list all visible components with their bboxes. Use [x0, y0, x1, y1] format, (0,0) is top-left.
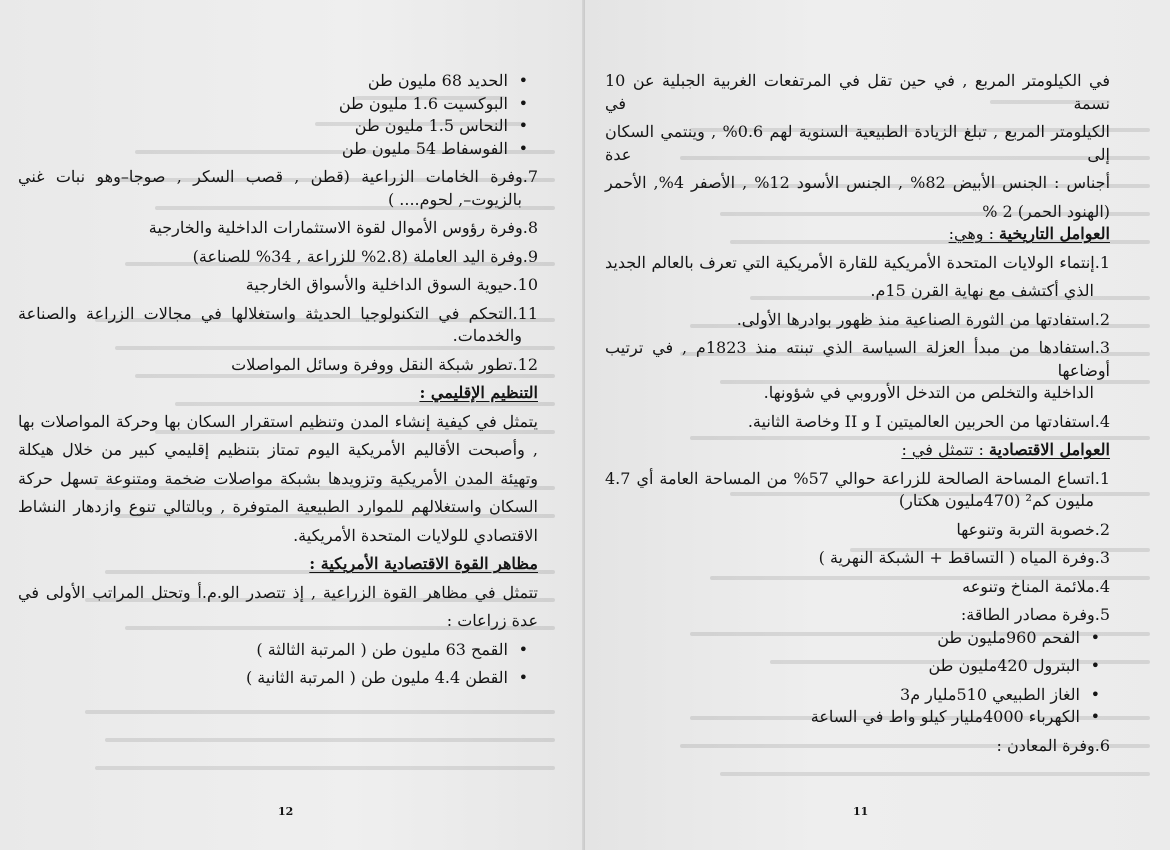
heading-regional-organization: التنظيم الإقليمي : — [419, 383, 538, 402]
right-page — [585, 0, 1170, 850]
numbered-item: 12.تطور شبكة النقل ووفرة وسائل المواصلات — [231, 354, 538, 374]
numbered-item: 4.ملائمة المناخ وتنوعه — [962, 576, 1110, 596]
paragraph-line: (الهنود الحمر) 2 % — [982, 201, 1110, 221]
numbered-item-continuation: والخدمات. — [452, 326, 522, 345]
numbered-item-continuation: الداخلية والتخلص من التدخل الأوروبي في شؤونها. — [763, 383, 1094, 402]
paragraph-line: , وأصبحت الأقاليم الأمريكية اليوم تمتاز بتنظيم إقليمي كبير من خلال هيكلة — [18, 440, 538, 459]
list-item: • الفوسفاط 54 مليون طن — [18, 138, 538, 161]
heading-text: العوامل التاريخية — [999, 224, 1110, 243]
list-item: • البوكسيت 1.6 مليون طن — [18, 93, 538, 116]
numbered-item-continuation: بالزيوت–, لحوم.... ) — [387, 189, 522, 209]
numbered-item: 1.اتساع المساحة الصالحة للزراعة حوالي 57% من المساحة العامة أي 4.7 — [605, 468, 1110, 488]
paragraph-line: وتهيئة المدن الأمريكية وتزويدها بشبكة مواصلات ضخمة ومتنوعة تسهل حركة — [18, 468, 538, 488]
list-item: • الحديد 68 مليون طن — [18, 70, 538, 93]
page-number: 11 — [853, 805, 869, 818]
list-item: • البترول 420مليون طن — [605, 655, 1110, 678]
left-text-column — [18, 70, 538, 690]
numbered-item: 11.التحكم في التكنولوجيا الحديثة واستغلالها في مجالات الزراعة والصناعة — [18, 303, 538, 323]
heading-economic-factors — [605, 439, 1110, 462]
paragraph-line: السكان واستغلالهم للموارد الطبيعية المتوفرة , وبالتالي تنوع وازدهار النشاط — [18, 497, 538, 516]
heading-text: العوامل الاقتصادية — [989, 440, 1110, 459]
list-item: • الفحم 960مليون طن — [605, 627, 1110, 650]
numbered-item-continuation: الذي أكتشف مع نهاية القرن 15م. — [870, 281, 1094, 300]
list-item: • النحاس 1.5 مليون طن — [18, 115, 538, 138]
numbered-item: 9.وفرة اليد العاملة (2.8% للزراعة , 34% للصناعة) — [192, 246, 538, 266]
list-item: • الغاز الطبيعي 510مليار م3 — [605, 684, 1110, 707]
numbered-item: 1.إنتماء الولايات المتحدة الأمريكية للقارة الأمريكية التي تعرف بالعالم الجديد — [605, 252, 1110, 272]
numbered-item: 2.استفادتها من الثورة الصناعية منذ ظهور بوادرها الأولى. — [736, 309, 1110, 329]
paragraph-line: عدة زراعات : — [446, 611, 538, 630]
numbered-item: 7.وفرة الخامات الزراعية (قطن , قصب السكر , صوجا–وهو نبات غني — [18, 167, 538, 186]
right-text-column — [605, 70, 1110, 757]
heading-suffix: : وهي: — [948, 224, 1000, 243]
numbered-item: 4.استفادتها من الحربين العالميتين I و II وخاصة الثانية. — [747, 411, 1110, 431]
paragraph-line: أجناس : الجنس الأبيض 82% , الجنس الأسود 12% , الأصفر 4%, الأحمر — [605, 173, 1111, 192]
numbered-item: 2.خصوبة التربة وتنوعها — [956, 519, 1110, 539]
numbered-item: 6.وفرة المعادن : — [996, 735, 1110, 755]
numbered-item: 5.وفرة مصادر الطاقة: — [960, 605, 1110, 624]
heading-economic-power: مظاهر القوة الاقتصادية الأمريكية : — [309, 554, 538, 573]
paragraph-line: الاقتصادي للولايات المتحدة الأمريكية. — [293, 525, 538, 545]
paragraph-line: تتمثل في مظاهر القوة الزراعية , إذ تتصدر الو.م.أ وتحتل المراتب الأولى في — [18, 582, 538, 602]
numbered-item-continuation: مليون كم² (470مليون هكتار) — [898, 491, 1094, 510]
paragraph-line: يتمثل في كيفية إنشاء المدن وتنظيم استقرار السكان بها وحركة المواصلات بها — [18, 411, 538, 431]
list-item: • الكهرباء 4000مليار كيلو واط في الساعة — [605, 706, 1110, 729]
heading-suffix: : تتمثل في : — [901, 440, 990, 459]
numbered-item: 3.وفرة المياه ( التساقط + الشبكة النهرية ) — [818, 548, 1110, 567]
paragraph-line: في الكيلومتر المربع , في حين تقل في المرتفعات الغربية الجبلية عن 10 نسمة في — [605, 71, 1110, 113]
numbered-item: 10.حيوية السوق الداخلية والأسواق الخارجية — [245, 275, 538, 294]
list-item: • القطن 4.4 مليون طن ( المرتبة الثانية ) — [18, 667, 538, 690]
list-item: • القمح 63 مليون طن ( المرتبة الثالثة ) — [18, 639, 538, 662]
numbered-item: 8.وفرة رؤوس الأموال لقوة الاستثمارات الداخلية والخارجية — [148, 218, 538, 237]
numbered-item: 3.استفادها من مبدأ العزلة السياسة الذي تبنته منذ 1823م , في ترتيب أوضاعها — [605, 338, 1110, 380]
heading-historical-factors — [605, 223, 1110, 246]
paragraph-line: الكيلومتر المربع , تبلغ الزيادة الطبيعية السنوية لهم 0.6% , وينتمي السكان إلى عدة — [605, 122, 1110, 164]
page-number: 12 — [278, 805, 294, 818]
